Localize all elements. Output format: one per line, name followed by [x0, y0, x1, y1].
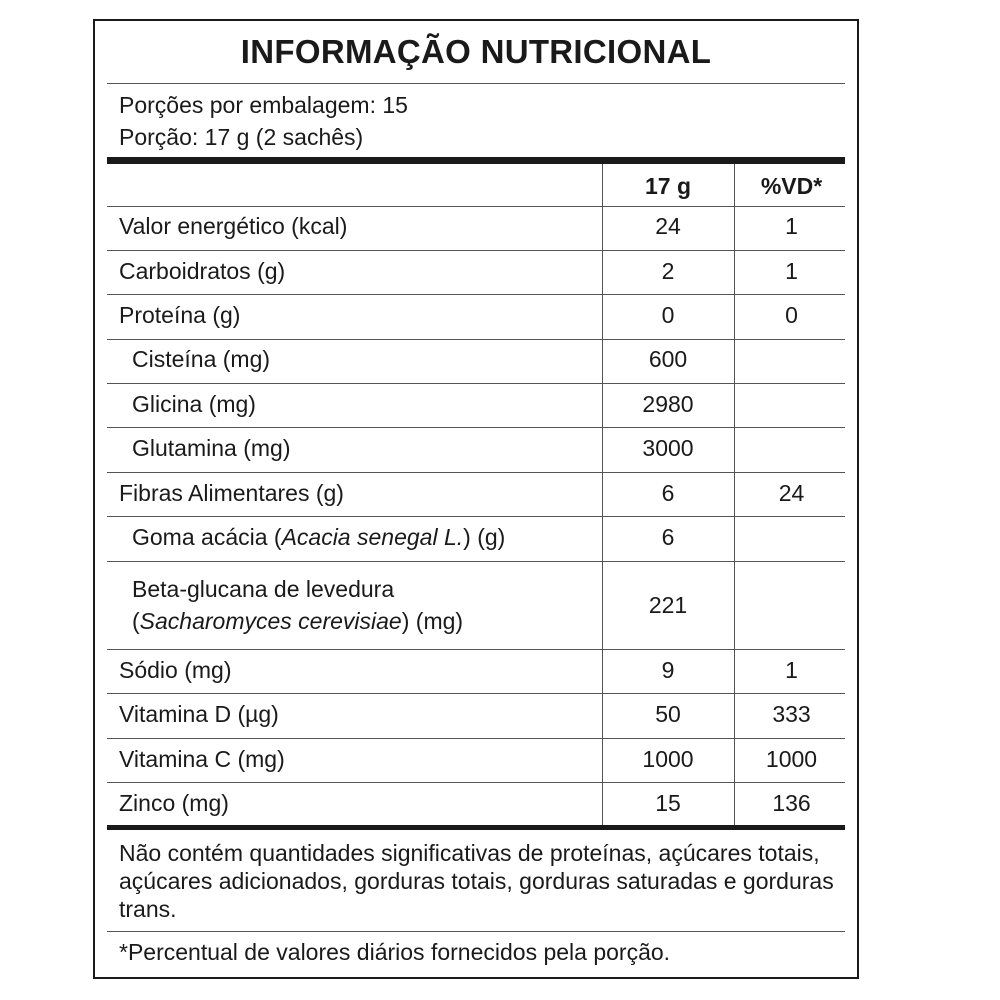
row-divider	[107, 782, 845, 783]
row-divider	[107, 383, 845, 384]
acacia-label-pre: Goma acácia (	[132, 524, 282, 550]
row-label-beta-glucan-line2	[132, 608, 463, 635]
acacia-label-italic: Acacia senegal L.	[281, 524, 464, 550]
row-amount-energy: 24	[655, 213, 681, 239]
row-divider	[107, 472, 845, 473]
footnote-divider	[107, 931, 845, 932]
row-label-sodium: Sódio (mg)	[119, 657, 232, 683]
row-dv-energy: 1	[785, 213, 798, 239]
row-label-acacia-gum	[132, 524, 505, 551]
row-amount-vitamin-c: 1000	[642, 746, 694, 772]
row-amount-beta-glucan: 221	[648, 592, 688, 618]
row-dv-vitamin-d: 333	[772, 701, 811, 727]
row-dv-protein: 0	[785, 302, 798, 328]
row-divider	[107, 649, 845, 650]
row-amount-carbs: 2	[661, 258, 675, 284]
row-label-vitamin-c: Vitamina C (mg)	[119, 746, 285, 772]
row-dv-fiber: 24	[778, 480, 805, 506]
panel-title: INFORMAÇÃO NUTRICIONAL	[240, 33, 712, 70]
row-label-glycine: Glicina (mg)	[132, 391, 256, 417]
servings-per-package: Porções por embalagem: 15	[119, 92, 408, 118]
row-amount-acacia-gum: 6	[661, 524, 675, 550]
nutrition-facts-panel	[93, 19, 859, 979]
row-amount-glycine: 2980	[642, 391, 694, 417]
column-header-dv: %VD*	[760, 173, 823, 199]
title-divider	[107, 83, 845, 84]
row-divider	[107, 693, 845, 694]
row-divider	[107, 738, 845, 739]
row-label-glutamine: Glutamina (mg)	[132, 435, 291, 461]
acacia-label-post: ) (g)	[463, 524, 506, 550]
row-label-zinc: Zinco (mg)	[119, 790, 229, 816]
row-amount-sodium: 9	[661, 657, 675, 683]
beta-label-post: ) (mg)	[401, 608, 464, 634]
row-label-protein: Proteína (g)	[119, 302, 241, 328]
row-label-carbs: Carboidratos (g)	[119, 258, 286, 284]
row-divider	[107, 427, 845, 428]
column-header-amount: 17 g	[644, 173, 692, 199]
beta-label-italic: Sacharomyces cerevisiae	[139, 608, 402, 634]
row-dv-zinc: 136	[772, 790, 811, 816]
row-divider	[107, 294, 845, 295]
row-divider	[107, 339, 845, 340]
row-amount-zinc: 15	[655, 790, 681, 816]
row-dv-carbs: 1	[785, 258, 798, 284]
not-contains-note: Não contém quantidades significativas de proteínas, açúcares totais, açúcares adicionados, gorduras totais, gorduras saturadas e gorduras trans.	[119, 840, 834, 922]
row-divider	[107, 250, 845, 251]
row-dv-sodium: 1	[785, 657, 798, 683]
row-divider	[107, 516, 845, 517]
row-divider	[107, 561, 845, 562]
row-label-fiber: Fibras Alimentares (g)	[119, 480, 344, 506]
dv-footnote: *Percentual de valores diários fornecidos pela porção.	[119, 939, 671, 965]
row-amount-fiber: 6	[661, 480, 675, 506]
beta-label-pre: (	[132, 608, 140, 634]
row-amount-glutamine: 3000	[642, 435, 694, 461]
row-label-vitamin-d: Vitamina D (µg)	[119, 701, 279, 727]
row-label-energy: Valor energético (kcal)	[119, 213, 348, 239]
row-dv-vitamin-c: 1000	[765, 746, 818, 772]
footer-thick-rule	[107, 825, 845, 830]
row-amount-vitamin-d: 50	[655, 701, 681, 727]
row-amount-protein: 0	[661, 302, 675, 328]
row-divider	[107, 206, 845, 207]
row-label-beta-glucan-line1: Beta-glucana de levedura	[132, 576, 395, 602]
header-thick-rule	[107, 157, 845, 164]
row-amount-cysteine: 600	[648, 346, 688, 372]
portion-size: Porção: 17 g (2 sachês)	[119, 124, 364, 150]
row-label-cysteine: Cisteína (mg)	[132, 346, 271, 372]
